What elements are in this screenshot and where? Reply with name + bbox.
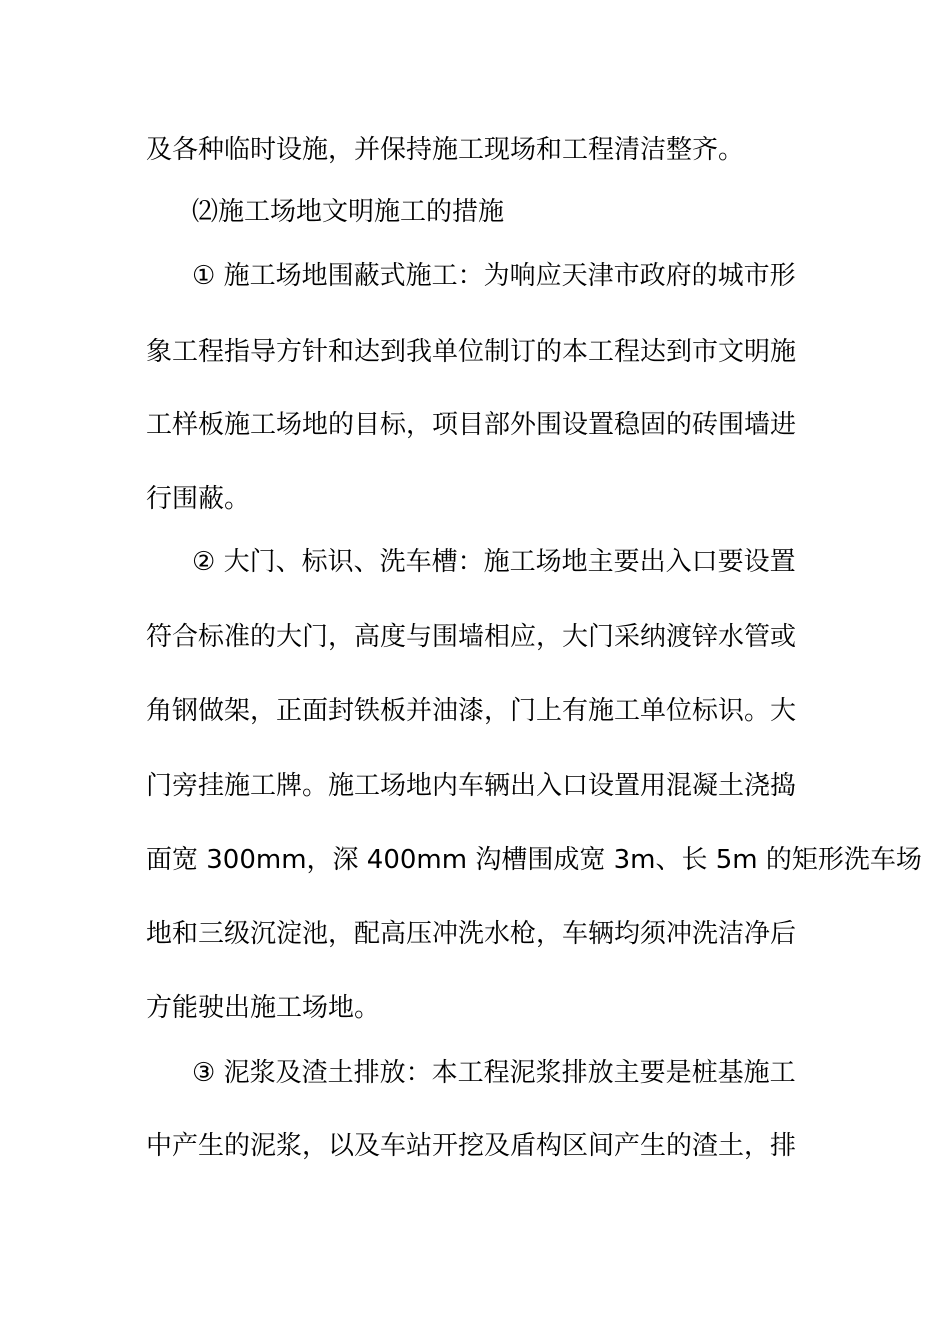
paragraph-line: 行围蔽。 — [146, 484, 251, 514]
paragraph-line: 及各种临时设施，并保持施工现场和工程清洁整齐。 — [146, 135, 745, 165]
paragraph-line: ③ 泥浆及渣土排放：本工程泥浆排放主要是桩基施工 — [192, 1058, 796, 1088]
paragraph-line: 角钢做架，正面封铁板并油漆，门上有施工单位标识。大 — [146, 696, 797, 726]
paragraph-line: ② 大门、标识、洗车槽：施工场地主要出入口要设置 — [192, 547, 796, 577]
section-heading: ⑵施工场地文明施工的措施 — [192, 197, 505, 227]
paragraph-line: 符合标准的大门，高度与围墙相应，大门采纳渡锌水管或 — [146, 622, 797, 652]
paragraph-line: 中产生的泥浆，以及车站开挖及盾构区间产生的渣土，排 — [146, 1131, 797, 1161]
paragraph-line: 门旁挂施工牌。施工场地内车辆出入口设置用混凝土浇捣 — [146, 771, 797, 801]
paragraph-line: 面宽 300mm，深 400mm 沟槽围成宽 3m、长 5m 的矩形洗车场 — [146, 845, 922, 875]
paragraph-line: 工样板施工场地的目标，项目部外围设置稳固的砖围墙进 — [146, 410, 797, 440]
paragraph-line: 方能驶出施工场地。 — [146, 993, 381, 1023]
paragraph-line: ① 施工场地围蔽式施工：为响应天津市政府的城市形 — [192, 261, 796, 291]
paragraph-line: 地和三级沉淀池，配高压冲洗水枪，车辆均须冲洗洁净后 — [146, 919, 797, 949]
paragraph-line: 象工程指导方针和达到我单位制订的本工程达到市文明施 — [146, 337, 797, 367]
